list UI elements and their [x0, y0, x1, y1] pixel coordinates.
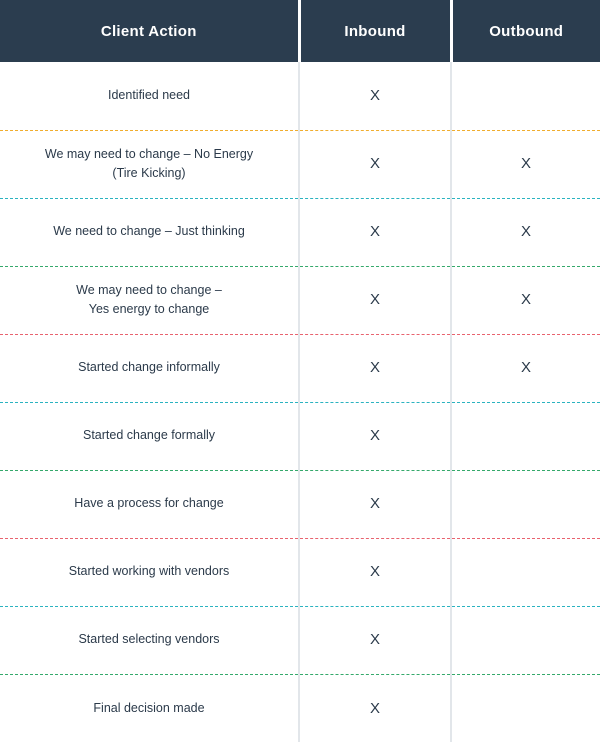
- cell-inbound-mark: X: [299, 538, 451, 606]
- cell-client-action: [0, 538, 299, 606]
- cell-client-action: [0, 402, 299, 470]
- table-row: [0, 470, 600, 538]
- cell-inbound-mark: X: [299, 130, 451, 198]
- table-row: [0, 62, 600, 130]
- table-row: [0, 130, 600, 198]
- cell-inbound-mark: X: [299, 402, 451, 470]
- cell-client-action: [0, 606, 299, 674]
- cell-inbound-mark: X: [299, 62, 451, 130]
- cell-client-action: [0, 266, 299, 334]
- cell-inbound-mark: X: [299, 198, 451, 266]
- cell-outbound-mark: X: [451, 334, 600, 402]
- table-row: [0, 198, 600, 266]
- column-header-inbound: Inbound: [299, 0, 451, 62]
- client-action-text: Yes energy to change: [88, 302, 210, 316]
- client-action-text: Started selecting vendors: [78, 632, 220, 647]
- client-action-text: We may need to change – No Energy: [44, 146, 254, 161]
- cell-outbound-mark: X: [451, 130, 600, 198]
- cell-outbound-mark: [451, 470, 600, 538]
- cell-outbound-mark: [451, 674, 600, 742]
- table-body: [0, 62, 600, 742]
- cell-inbound-mark: X: [299, 606, 451, 674]
- table-row: [0, 538, 600, 606]
- cell-outbound-mark: [451, 402, 600, 470]
- table-row: [0, 606, 600, 674]
- cell-client-action: [0, 62, 299, 130]
- client-action-text: Identified need: [107, 88, 190, 103]
- cell-outbound-mark: [451, 62, 600, 130]
- client-action-text: We need to change – Just thinking: [53, 224, 245, 239]
- column-header-outbound: Outbound: [451, 0, 600, 62]
- cell-client-action: [0, 198, 299, 266]
- table-row: [0, 266, 600, 334]
- column-header-client-action: Client Action: [0, 0, 299, 62]
- client-action-text: We may need to change –: [76, 282, 222, 297]
- client-action-text: (Tire Kicking): [112, 166, 186, 180]
- cell-outbound-mark: [451, 606, 600, 674]
- cell-outbound-mark: [451, 538, 600, 606]
- table-row: [0, 334, 600, 402]
- cell-inbound-mark: X: [299, 334, 451, 402]
- cell-outbound-mark: X: [451, 266, 600, 334]
- client-action-text: Have a process for change: [74, 496, 224, 511]
- client-action-text: Started working with vendors: [68, 564, 230, 579]
- cell-inbound-mark: X: [299, 266, 451, 334]
- cell-client-action: [0, 130, 299, 198]
- client-action-text: Started change formally: [82, 428, 215, 443]
- cell-client-action: [0, 470, 299, 538]
- client-action-text: Final decision made: [93, 700, 205, 715]
- header-row: [0, 0, 600, 62]
- client-action-text: Started change informally: [78, 360, 220, 375]
- cell-client-action: [0, 334, 299, 402]
- cell-inbound-mark: X: [299, 674, 451, 742]
- table-header: [0, 0, 600, 62]
- cell-outbound-mark: X: [451, 198, 600, 266]
- table-row: [0, 402, 600, 470]
- cell-client-action: [0, 674, 299, 742]
- cell-inbound-mark: X: [299, 470, 451, 538]
- table-row: [0, 674, 600, 742]
